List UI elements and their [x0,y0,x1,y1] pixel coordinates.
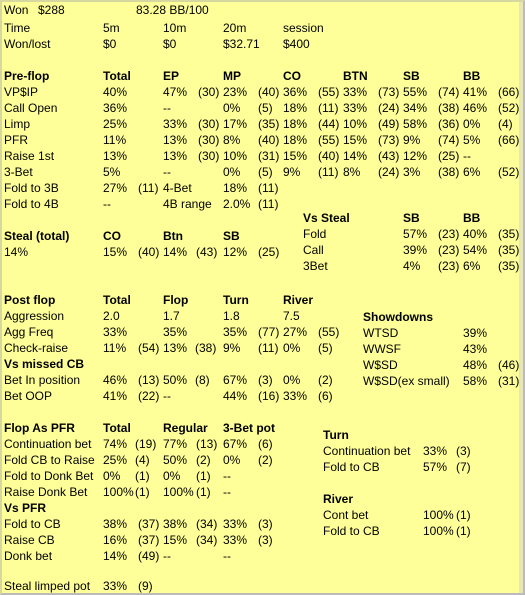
stat-value: 11% [103,133,127,147]
stat-count: (5) [258,165,273,179]
stat-count: (25) [438,149,460,163]
preflop-header: MP [223,69,241,83]
stat-count: (8) [195,373,210,387]
stat-count: (1) [196,469,211,483]
vs-steal-row-label: 3Bet [303,259,328,273]
fourbet-label: 4-Bet [163,181,192,195]
flop-pfr-header: 3-Bet pot [223,421,275,435]
stat-row-label: Fold to Donk Bet [4,469,94,483]
stat-count: (11) [318,165,339,179]
stat-count: (5) [258,101,273,115]
stat-count: (3) [258,533,273,547]
stat-value: 36% [283,85,308,99]
stat-count: (24) [378,101,400,115]
steal-limped-label: Steal limped pot [4,579,91,593]
stat-count: (40) [258,133,280,147]
stat-value: 38% [163,517,188,531]
stat-count: (1) [456,508,471,522]
stat-count: (1) [456,524,471,538]
flop-pfr-header: Regular [163,421,208,435]
stat-row-label: Bet OOP [4,389,53,403]
stat-value: 4% [403,259,421,273]
stat-value: -- [223,549,231,563]
steal-co-header: CO [103,229,121,243]
stat-count: (30) [198,133,220,147]
showdown-row-label: WTSD [363,326,399,340]
preflop-header: EP [163,69,180,83]
vs-steal-title: Vs Steal [303,211,350,225]
stat-count: (11) [318,101,339,115]
fourbet-range-label: 4B range [163,197,212,211]
stat-value: 38% [103,517,128,531]
stat-value: 74% [103,437,128,451]
steal-limped-count: (9) [138,579,153,593]
stat-count: (46) [498,358,520,372]
fold3b-label: Fold to 3B [4,181,59,195]
stat-value: 1.7 [163,309,180,323]
stat-value: 6% [463,165,481,179]
stat-value: 0% [463,117,481,131]
bb-rate: 83.28 BB/100 [136,3,209,17]
stat-value: 13% [163,133,188,147]
stat-value: 12% [403,149,428,163]
stat-count: (23) [438,259,460,273]
wl-session: $400 [283,37,310,51]
stat-value: 17% [223,117,248,131]
stat-value: 100% [423,508,454,522]
stat-count: (52) [498,101,520,115]
stat-value: 58% [463,374,488,388]
vs-steal-bb-header: BB [463,211,481,225]
stat-count: (49) [138,549,160,563]
stat-count: (35) [498,243,520,257]
stat-count: (6) [318,389,333,403]
fourbet-range-count: (11) [258,197,279,211]
stat-count: (40) [258,85,280,99]
stat-row-label: Raise Donk Bet [4,485,88,499]
stat-value: 27% [283,325,308,339]
stat-count: (38) [195,341,217,355]
stat-value: 33% [223,517,248,531]
stat-value: -- [463,149,471,163]
stat-count: (44) [318,117,340,131]
stat-value: 23% [223,85,248,99]
stat-row-label: Fold CB to Raise [4,453,95,467]
stat-value: 33% [343,101,368,115]
showdown-row-label: W$SD [363,358,398,372]
stat-count: (35) [498,227,520,241]
stat-count: (6) [258,437,273,451]
stat-value: 25% [103,117,128,131]
stat-value: 14% [343,149,368,163]
stat-row-label: Raise CB [4,533,55,547]
fold4b-label: Fold to 4B [4,197,59,211]
preflop-row-label: Raise 1st [4,149,55,163]
postflop-header: River [283,293,314,307]
steal-title: Steal (total) [4,229,70,243]
preflop-header: CO [283,69,301,83]
stat-count: (55) [318,85,340,99]
stat-value: 11% [103,341,127,355]
stat-value: 25% [103,453,128,467]
stat-count: (74) [438,85,460,99]
stat-count: (31) [498,374,520,388]
stat-value: 5% [103,165,121,179]
stat-count: (4) [135,453,150,467]
stat-value: -- [223,469,231,483]
stat-count: (37) [138,533,160,547]
stat-value: 15% [163,533,188,547]
stat-value: 14% [103,549,128,563]
stat-count: (77) [258,325,280,339]
postflop-header: Turn [223,293,249,307]
stat-value: 18% [283,117,308,131]
stat-value: 9% [223,341,241,355]
stat-value: 15% [283,149,308,163]
wl-20m: $32.71 [223,37,260,51]
stat-value: 0% [223,101,241,115]
stat-value: 8% [223,133,241,147]
stat-value: 7.5 [283,309,300,323]
steal-limped-value: 33% [103,579,128,593]
vs-pfr-title: Vs PFR [4,501,47,515]
stat-value: 41% [103,389,128,403]
vs-steal-row-label: Call [303,243,324,257]
stat-count: (54) [138,341,160,355]
stat-count: (34) [196,533,218,547]
stat-value: 48% [463,358,488,372]
preflop-header: BTN [343,69,368,83]
stat-value: 9% [403,133,421,147]
stat-value: 5% [463,133,481,147]
stat-value: 41% [463,85,488,99]
stat-count: (34) [196,517,218,531]
stat-count: (40) [318,149,340,163]
stat-value: 18% [283,101,308,115]
stat-count: (55) [318,133,340,147]
stat-value: 46% [103,373,128,387]
stat-value: 33% [163,117,188,131]
stat-value: 50% [163,373,188,387]
stat-count: (2) [258,453,273,467]
stat-row-label: Check-raise [4,341,69,355]
showdowns-title: Showdowns [363,310,433,324]
stat-count: (66) [498,85,520,99]
stat-value: 54% [463,243,488,257]
col-20m: 20m [223,21,247,35]
stat-value: 55% [403,85,428,99]
steal-btn-header: Btn [163,229,183,243]
flop-pfr-title: Flop As PFR [4,421,75,435]
preflop-title: Pre-flop [4,69,50,83]
stat-count: (4) [498,117,513,131]
stat-row-label: Aggression [4,309,65,323]
stat-count: (22) [138,389,160,403]
stat-value: 33% [223,533,248,547]
stat-value: 43% [463,342,488,356]
stat-value: 0% [223,453,241,467]
stat-value: -- [163,389,171,403]
stat-value: 0% [283,373,301,387]
wonlost-label: Won/lost [4,37,51,51]
stat-count: (36) [438,117,460,131]
preflop-row-label: PFR [4,133,28,147]
steal-sb-count: (25) [258,245,280,259]
vs-steal-row-label: Fold [303,227,327,241]
stat-value: 0% [223,165,241,179]
stat-value: 33% [343,85,368,99]
vs-steal-sb-header: SB [403,211,420,225]
stat-count: (1) [196,485,211,499]
fold3b-count: (11) [138,181,159,195]
stat-value: 100% [423,524,454,538]
preflop-row-label: 3-Bet [4,165,33,179]
stat-count: (35) [258,117,280,131]
stat-value: 1.8 [223,309,240,323]
stat-value: 40% [103,85,128,99]
steal-btn: 14% [163,245,188,259]
stat-value: 13% [163,149,188,163]
stat-value: 100% [103,485,134,499]
stat-row-label: Fold to CB [323,524,380,538]
time-label: Time [4,21,31,35]
stat-value: 16% [103,533,128,547]
preflop-header: SB [403,69,420,83]
stat-value: 39% [403,243,428,257]
stat-value: 34% [403,101,428,115]
stat-count: (38) [438,101,460,115]
stat-count: (52) [498,165,520,179]
steal-co: 15% [103,245,128,259]
wl-10m: $0 [163,37,177,51]
stat-value: -- [223,485,231,499]
stat-count: (74) [438,133,460,147]
stat-count: (73) [378,85,400,99]
stat-row-label: Continuation bet [323,444,411,458]
stat-value: 2.0 [103,309,120,323]
preflop-row-label: Limp [4,117,31,131]
turn-title: Turn [323,428,349,442]
stat-value: 44% [223,389,248,403]
stat-count: (2) [196,453,211,467]
steal-co-count: (40) [138,245,160,259]
stat-value: 10% [223,149,248,163]
stat-value: 57% [423,460,448,474]
stat-count: (24) [378,165,400,179]
showdown-row-label: WWSF [363,342,401,356]
stat-value: 33% [103,325,128,339]
stat-row-label: Fold to CB [4,517,61,531]
postflop-title: Post flop [4,293,56,307]
fold3b-total: 27% [103,181,128,195]
stat-count: (73) [378,133,400,147]
stat-value: 33% [423,444,448,458]
stat-count: (38) [438,165,460,179]
steal-sb: 12% [223,245,248,259]
stat-value: 15% [343,133,368,147]
stat-value: 10% [343,117,368,131]
missed-cb-title: Vs missed CB [4,357,85,371]
stat-value: 9% [283,165,301,179]
stat-count: (49) [378,117,400,131]
stat-row-label: Fold to CB [323,460,380,474]
stat-row-label: Cont bet [323,508,369,522]
flop-pfr-header: Total [103,421,131,435]
stat-count: (23) [438,243,460,257]
stat-count: (35) [498,259,520,273]
preflop-row-label: VP$IP [4,85,39,99]
stat-row-label: Bet In position [4,373,81,387]
stat-value: 47% [163,85,188,99]
postflop-header: Total [103,293,131,307]
stat-row-label: Donk bet [4,549,53,563]
stat-count: (30) [198,149,220,163]
stat-value: 77% [163,437,188,451]
won-value: $288 [38,3,65,17]
preflop-header: BB [463,69,481,83]
steal-sb-header: SB [223,229,240,243]
fourbet-count: (11) [258,181,279,195]
fold4b-total: -- [103,197,111,211]
stat-value: 0% [103,469,121,483]
stat-count: (13) [138,373,160,387]
stat-value: 40% [463,227,488,241]
won-label: Won [4,3,29,17]
stat-value: 6% [463,259,481,273]
steal-btn-count: (43) [196,245,218,259]
stat-value: 100% [163,485,194,499]
stat-count: (19) [135,437,157,451]
stat-value: 13% [103,149,128,163]
stat-count: (16) [258,389,280,403]
stat-value: 50% [163,453,188,467]
stat-row-label: Agg Freq [4,325,54,339]
river-title: River [323,492,354,506]
stat-count: (66) [498,133,520,147]
stat-count: (23) [438,227,460,241]
fourbet-range-value: 2.0% [223,197,251,211]
stat-count: (30) [198,117,220,131]
stat-value: 35% [223,325,248,339]
stat-count: (43) [378,149,400,163]
stat-count: (13) [196,437,218,451]
stat-value: 3% [403,165,421,179]
steal-total: 14% [4,245,29,259]
stat-value: 0% [283,341,301,355]
preflop-header: Total [103,69,131,83]
col-session: session [283,21,324,35]
stat-count: (7) [456,460,471,474]
stat-value: 8% [343,165,361,179]
stat-count: (11) [258,341,279,355]
stat-value: -- [163,165,171,179]
stat-value: 67% [223,373,248,387]
postflop-header: Flop [163,293,189,307]
stat-count: (30) [198,85,220,99]
stat-count: (5) [318,341,333,355]
stat-count: (37) [138,517,160,531]
stat-count: (1) [135,485,150,499]
stat-count: (1) [135,469,150,483]
right-edge-scrollbar[interactable] [519,2,523,593]
fourbet-value: 18% [223,181,248,195]
stat-count: (3) [456,444,471,458]
stat-row-label: Continuation bet [4,437,92,451]
stat-value: 35% [163,325,188,339]
stat-count: (3) [258,373,273,387]
stat-value: 13% [163,341,188,355]
stat-value: 0% [163,469,181,483]
col-5m: 5m [103,21,120,35]
wl-5m: $0 [103,37,117,51]
stat-value: 57% [403,227,428,241]
stat-count: (2) [318,373,333,387]
stat-value: 33% [283,389,308,403]
stat-count: (55) [318,325,340,339]
stat-value: 58% [403,117,428,131]
stat-count: (31) [258,149,280,163]
stat-value: 67% [223,437,248,451]
stat-value: 39% [463,326,488,340]
col-10m: 10m [163,21,187,35]
stat-value: 36% [103,101,128,115]
stat-value: -- [163,549,171,563]
stat-value: 46% [463,101,488,115]
stat-value: 18% [283,133,308,147]
stat-count: (3) [258,517,273,531]
showdown-row-label: W$SD(ex small) [363,374,450,388]
preflop-row-label: Call Open [4,101,58,115]
stat-value: -- [163,101,171,115]
